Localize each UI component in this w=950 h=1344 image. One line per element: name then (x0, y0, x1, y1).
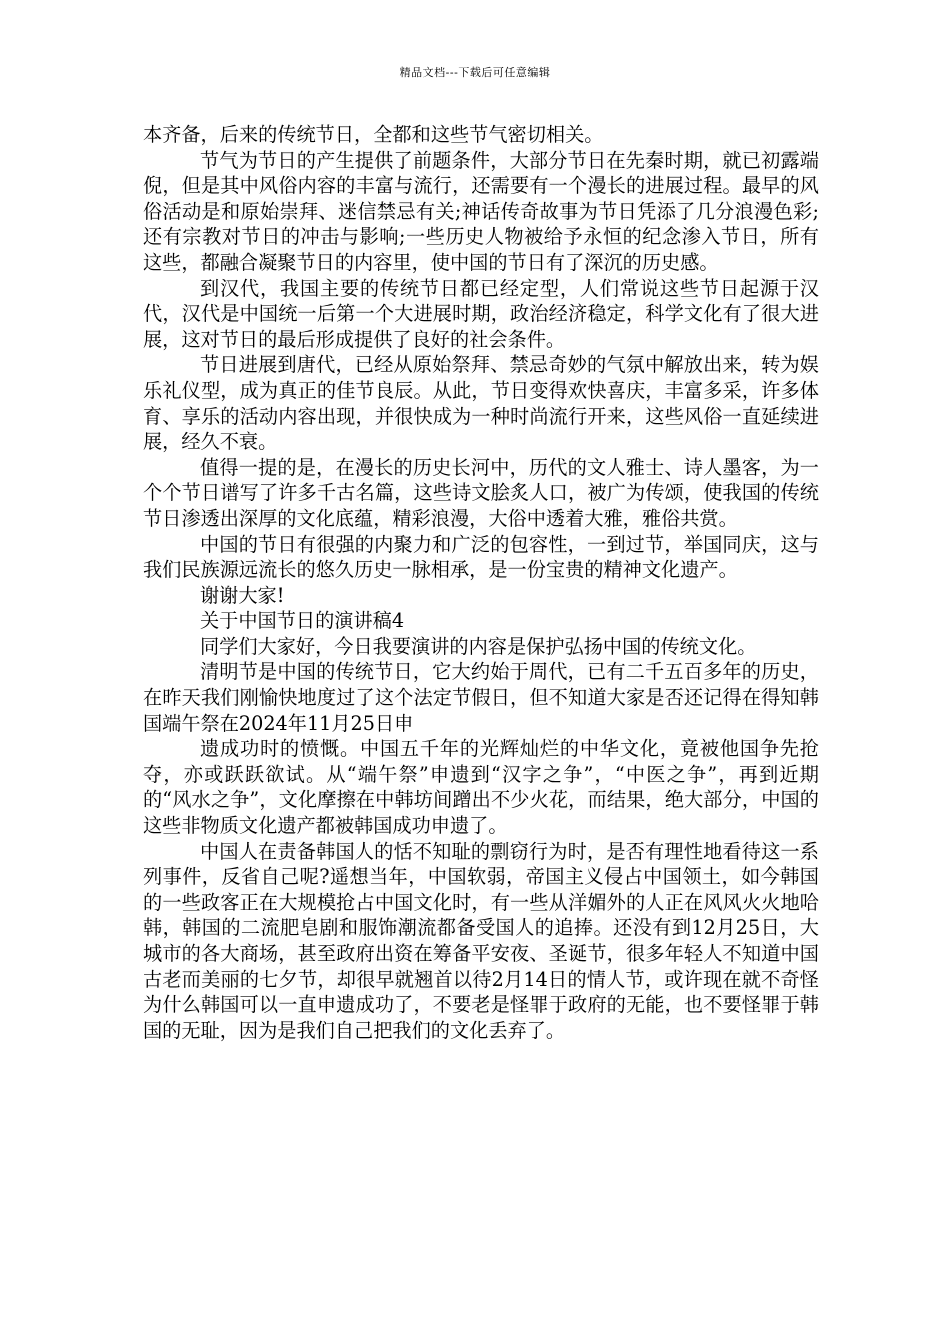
section-heading: 关于中国节日的演讲稿4 (200, 609, 405, 633)
document-body (143, 122, 819, 1043)
page-header: 精品文档---下载后可任意编辑 (399, 66, 551, 79)
paragraph-thanks: 谢谢大家! (200, 583, 285, 607)
paragraph-han-dynasty: 到汉代，我国主要的传统节日都已经定型，人们常说这些节日起源于汉代，汉代是中国统一后第一个大进展时期，政治经济稳定，科学文化有了很大进展，这对节日的最后形成提供了良好的社会条件。 (143, 276, 819, 351)
paragraph-tang-dynasty: 节日进展到唐代，已经从原始祭拜、禁忌奇妙的气氛中解放出来，转为娱乐礼仪型，成为真正的佳节良辰。从此，节日变得欢快喜庆，丰富多采，许多体育、享乐的活动内容出现，并很快成为一种时尚流行开来，这些风俗一直延续进展，经久不衰。 (143, 353, 819, 454)
paragraph-literati: 值得一提的是，在漫长的历史长河中，历代的文人雅士、诗人墨客，为一个个节日谱写了许多千古名篇，这些诗文脍炙人口，被广为传颂，使我国的传统节日渗透出深厚的文化底蕴，精彩浪漫，大俗中透着大雅，雅俗共赏。 (143, 455, 819, 530)
paragraph-cohesion: 中国的节日有很强的内聚力和广泛的包容性，一到过节，举国同庆，这与我们民族源远流长的悠久历史一脉相承，是一份宝贵的精神文化遗产。 (143, 532, 819, 582)
paragraph-heritage-dispute: 遗成功时的愤慨。中国五千年的光辉灿烂的中华文化，竟被他国争先抢夺，亦或跃跃欲试。从“端午祭”申遗到“汉字之争”，“中医之争”，再到近期的“风水之争”，文化摩擦在中韩坊间蹭出不少火花，而结果，绝大部分，中国的这些非物质文化遗产都被韩国成功申遗了。 (143, 737, 819, 838)
paragraph-greeting: 同学们大家好，今日我要演讲的内容是保护弘扬中国的传统文化。 (200, 634, 757, 658)
paragraph-reflection: 中国人在责备韩国人的恬不知耻的剽窃行为时，是否有理性地看待这一系列事件，反省自己呢?遥想当年，中国软弱，帝国主义侵占中国领土，如今韩国的一些政客正在大规模抢占中国文化时，有一些从洋媚外的人正在风风火火地哈韩，韩国的二流肥皂剧和服饰潮流都备受国人的追捧。还没有到12月25日，大城市的各大商场，甚至政府出资在筹备平安夜、圣诞节，很多年轻人不知道中国古老而美丽的七夕节，却很早就翘首以待2月14日的情人节，或许现在就不奇怪为什么韩国可以一直申遗成功了，不要老是怪罪于政府的无能，也不要怪罪于韩国的无耻，因为是我们自己把我们的文化丢弃了。 (143, 839, 819, 1042)
paragraph-solar-terms: 节气为节日的产生提供了前题条件，大部分节日在先秦时期，就已初露端倪，但是其中风俗内容的丰富与流行，还需要有一个漫长的进展过程。最早的风俗活动是和原始崇拜、迷信禁忌有关;神话传奇故事为节日凭添了几分浪漫色彩;还有宗教对节日的冲击与影响;一些历史人物被给予永恒的纪念渗入节日，所有这些，都融合凝聚节日的内容里，使中国的节日有了深沉的历史感。 (143, 148, 819, 274)
paragraph-continuation: 本齐备，后来的传统节日，全都和这些节气密切相关。 (143, 123, 604, 146)
paragraph-qingming: 清明节是中国的传统节日，它大约始于周代，已有二千五百多年的历史，在昨天我们刚愉快地度过了这个法定节假日，但不知道大家是否还记得在得知韩国端午祭在2024年11月25日申 (143, 660, 819, 735)
